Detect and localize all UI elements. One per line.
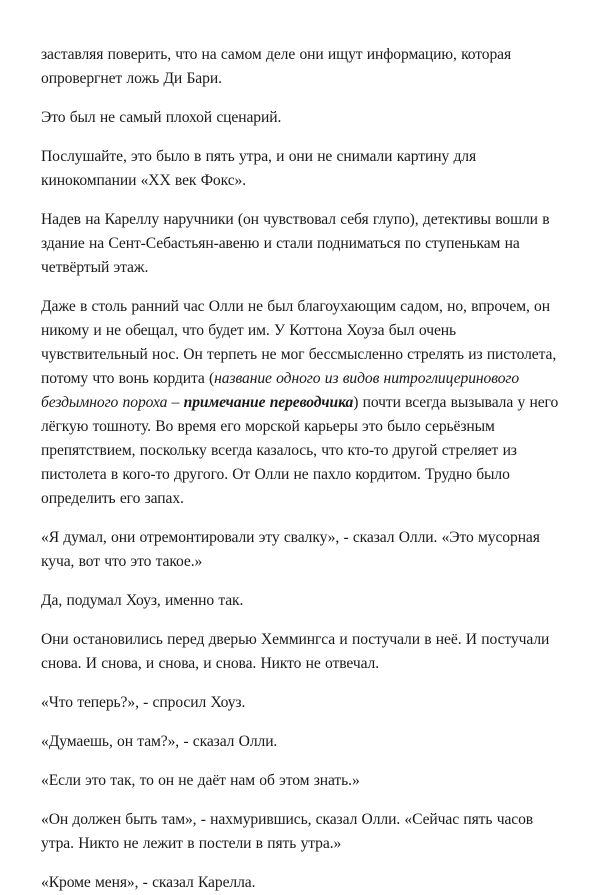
translator-note-label: примечание переводчика	[183, 394, 354, 411]
paragraph: Это был не самый плохой сценарий.	[41, 109, 282, 126]
paragraph: «Я думал, они отремонтировали эту свалку», - сказал Олли. «Это мусорная куча, вот что это такое.»	[41, 529, 540, 570]
paragraph: Послушайте, это было в пять утра, и они не снимали картину для кинокомпании «XX век Фокс».	[41, 148, 477, 189]
paragraph-with-translator-note	[41, 295, 560, 511]
paragraph: «Он должен быть там», - нахмурившись, сказал Олли. «Сейчас пять часов утра. Никто не лежит в постели в пять утра.»	[41, 811, 534, 852]
paragraph: «Если это так, то он не даёт нам об этом знать.»	[41, 772, 360, 789]
paragraph: «Думаешь, он там?», - сказал Олли.	[41, 733, 278, 750]
paragraph-text: ) почти всегда вызывала у него лёгкую тошноту. Во время его морской карьеры это было серьёзным препятствием, поскольку всегда казалось, что кто-то другой стреляет из пистолета в кого-то другого. От Олли не пахло кордитом. Трудно было определить его запах.	[41, 394, 559, 507]
translator-note-text: название одного из видов нитроглицеринового бездымного пороха –	[41, 370, 520, 411]
paragraph: заставляя поверить, что на самом деле они ищут информацию, которая опровергнет ложь Ди Бари.	[41, 46, 512, 87]
paragraph: «Что теперь?», - спросил Хоуз.	[41, 694, 246, 711]
paragraph: Надев на Кареллу наручники (он чувствовал себя глупо), детективы вошли в здание на Сент-Себастьян-авеню и стали подниматься по ступенькам на четвёртый этаж.	[41, 211, 550, 276]
paragraph: Они остановились перед дверью Хеммингса и постучали в неё. И постучали снова. И снова, и снова, и снова. Никто не отвечал.	[41, 631, 550, 672]
paragraph-text: Даже в столь ранний час Олли не был благоухающим садом, но, впрочем, он никому и не обещал, что будет им. У Коттона Хоуза был очень чувствительный нос. Он терпеть не мог бессмысленно стрелять из пистолета, потому что вонь кордита (	[41, 298, 557, 387]
paragraph: Да, подумал Хоуз, именно так.	[41, 592, 244, 609]
paragraph: «Кроме меня», - сказал Карелла.	[41, 874, 256, 891]
